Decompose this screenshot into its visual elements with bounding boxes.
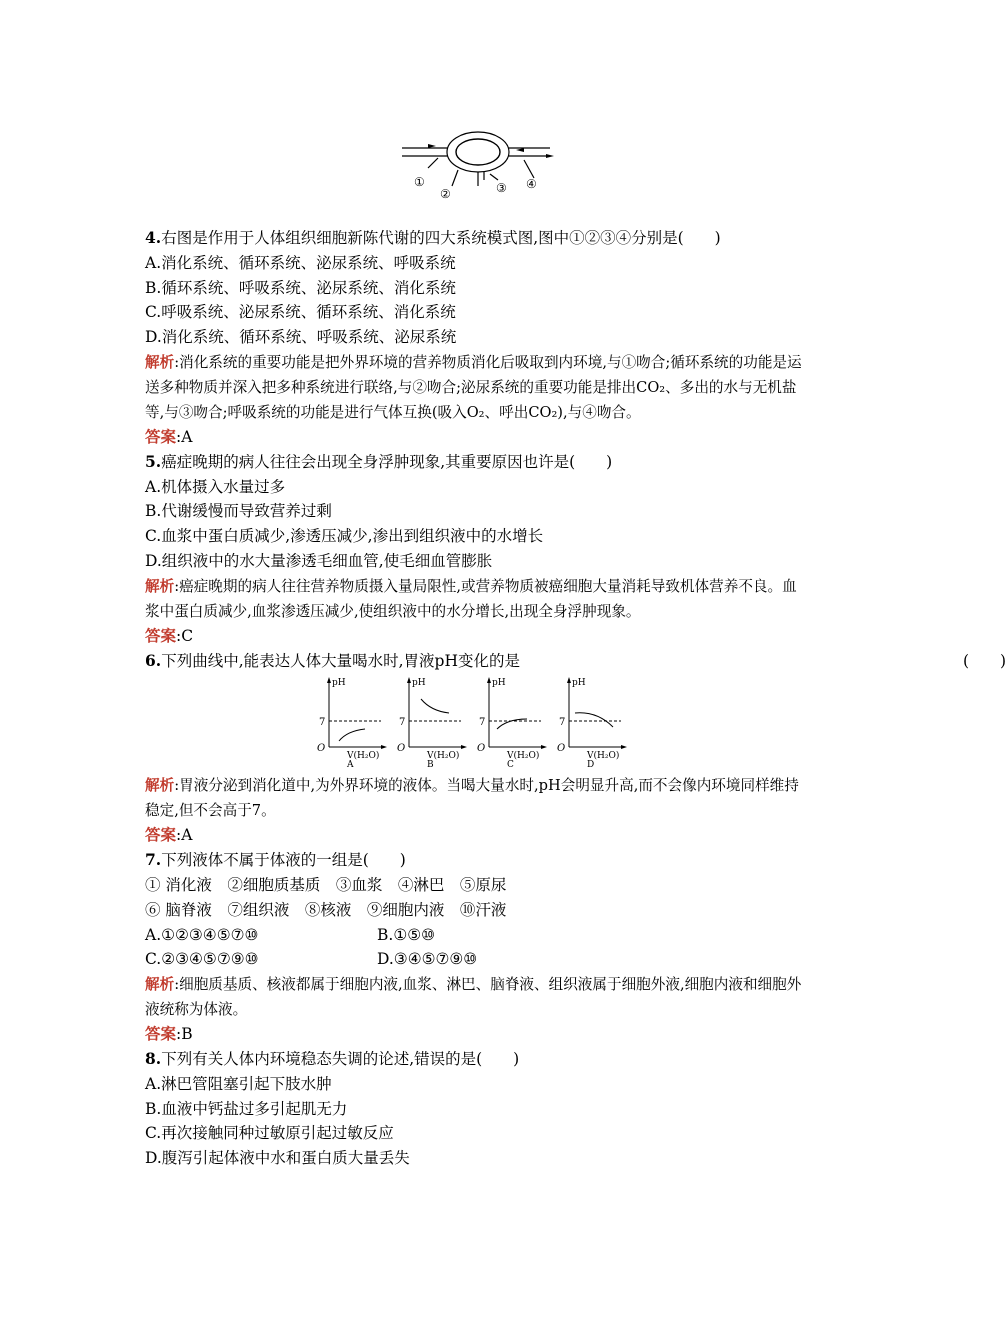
q5-number: 5. [145,451,162,471]
q6-stem: 6.下列曲线中,能表达人体大量喝水时,胃液pH变化的是 ( ) [145,649,810,674]
q6-answer: 答案:A [145,826,193,845]
ph-graph-a-origin: O [317,743,326,755]
ph-graph-b-letter: B [427,760,434,771]
diagram-label-1: ① [414,175,425,189]
q7-option-b: B.①⑤⑩ [377,925,436,944]
diagram-label-3: ③ [496,181,507,195]
q4-stem: 4.右图是作用于人体组织细胞新陈代谢的四大系统模式图,图中①②③④分别是( ) [145,228,721,247]
ph-graph-a-ylabel: pH [332,678,346,689]
q4-option-c: C.呼吸系统、泌尿系统、循环系统、消化系统 [145,303,456,322]
q4-analysis: 解析:消化系统的重要功能是把外界环境的营养物质消化后吸取到内环境,与①吻合;循环系统的功能是运送多种物质并深入把多种系统进行联络,与②吻合;泌尿系统的重要功能是排出CO₂、多出的水与无机盐等,与③吻合;呼吸系统的功能是进行气体互换(吸入O₂、呼出CO₂),与④吻合。 [145,353,802,421]
ph-graph-d-ref: 7 [559,717,566,729]
diagram-label-4: ④ [526,177,537,191]
q4-option-b: B.循环系统、呼吸系统、泌尿系统、消化系统 [145,278,456,297]
ph-graph-d [555,675,627,771]
ph-graph-b-origin: O [397,743,406,755]
ph-graph-d-xlabel: V(H₂O) [587,751,620,762]
ph-graphs [315,675,810,771]
q8-option-c: C.再次接触同种过敏原引起过敏反应 [145,1124,394,1143]
q5-stem: 5.癌症晚期的病人往往会出现全身浮肿现象,其重要原因也许是( ) [145,451,613,471]
ph-graph-c-xlabel: V(H₂O) [507,751,540,762]
q8-option-d: D.腹泻引起体液中水和蛋白质大量丢失 [145,1149,410,1168]
q8-option-b: B.血液中钙盐过多引起肌无力 [145,1099,348,1118]
ph-graph-b-xlabel: V(H₂O) [427,751,460,762]
q7-answer: 答案:B [145,1025,193,1044]
q7-items-line2: ⑥ 脑脊液 ⑦组织液 ⑧核液 ⑨细胞内液 ⑩汗液 [145,900,507,919]
q5-option-c: C.血浆中蛋白质减少,渗透压减少,渗出到组织液中的水增长 [145,527,544,546]
q8-stem: 8.下列有关人体内环境稳态失调的论述,错误的是( ) [145,1048,520,1068]
q6-number: 6. [145,650,162,670]
q7-stem: 7.下列液体不属于体液的一组是( ) [145,850,406,870]
questions-content [145,226,1006,1171]
q4-answer: 答案:A [145,427,193,446]
q5-option-d: D.组织液中的水大量渗透毛细血管,使毛细血管膨胀 [145,551,493,570]
ph-graph-b [395,675,467,771]
q7-number: 7. [145,850,162,870]
q4-option-a: A.消化系统、循环系统、泌尿系统、呼吸系统 [145,253,456,272]
q7-option-a: A.①②③④⑤⑦⑩ [145,925,259,944]
ph-graph-b-ref: 7 [399,717,406,729]
q7-option-d: D.③④⑤⑦⑨⑩ [377,950,478,969]
q8-number: 8. [145,1048,162,1068]
ph-graph-c-origin: O [477,743,486,755]
ph-graph-a-ref: 7 [319,717,326,729]
ph-graph-a-xlabel: V(H₂O) [347,751,380,762]
q5-option-a: A.机体摄入水量过多 [145,477,286,496]
ph-graph-b-ylabel: pH [412,678,426,689]
q4-option-d: D.消化系统、循环系统、呼吸系统、泌尿系统 [145,328,457,347]
ph-graph-d-ylabel: pH [572,678,586,689]
q7-analysis: 解析:细胞质基质、核液都属于细胞内液,血浆、淋巴、脑脊液、组织液属于细胞外液,细胞内液和细胞外液统称为体液。 [145,976,802,1019]
ph-graph-c-letter: C [507,760,514,771]
ph-graph-a-letter: A [347,760,354,771]
q4-number: 4. [145,228,162,247]
q6-analysis: 解析:胃液分泌到消化道中,为外界环境的液体。当喝大量水时,pH会明显升高,而不会像内环境同样维持稳定,但不会高于7。 [145,777,799,820]
q7-items-line1: ① 消化液 ②细胞质基质 ③血浆 ④淋巴 ⑤原尿 [145,875,507,894]
ph-graph-c-ref: 7 [479,717,486,729]
ph-graph-c-ylabel: pH [492,678,506,689]
ph-graph-c [475,675,547,771]
q6-paren: ( ) [963,651,1006,670]
ph-graph-d-origin: O [557,743,566,755]
q8-option-a: A.淋巴管阻塞引起下肢水肿 [145,1074,332,1093]
q5-analysis: 解析:癌症晚期的病人往往营养物质摄入量局限性,或营养物质被癌细胞大量消耗导致机体营养不良。血浆中蛋白质减少,血浆渗透压减少,使组织液中的水分增长,出现全身浮肿现象。 [145,577,797,620]
ph-graph-d-letter: D [587,760,595,771]
diagram-label-2: ② [440,187,451,201]
q7-options-row1 [145,923,810,948]
ph-graph-a [315,675,387,771]
four-systems-diagram [398,118,558,204]
q5-option-b: B.代谢缓慢而导致营养过剩 [145,502,332,521]
q7-option-c: C.②③④⑤⑦⑨⑩ [145,950,259,969]
q5-answer: 答案:C [145,626,194,645]
q7-options-row2 [145,947,810,972]
